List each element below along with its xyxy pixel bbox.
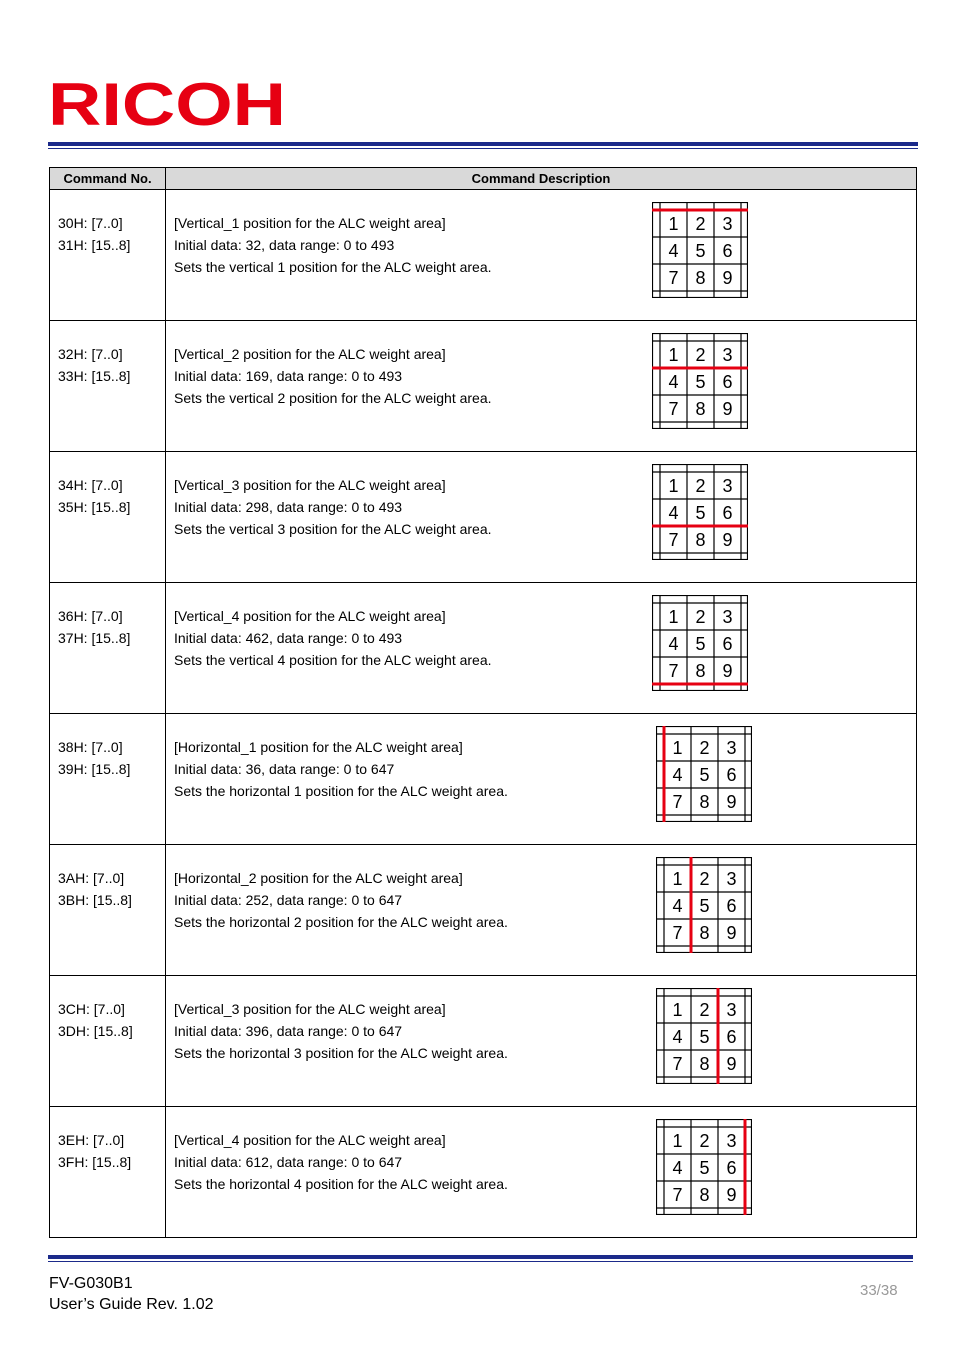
grid-cell-number: 1 (668, 607, 679, 627)
footer-model: FV-G030B1 (49, 1275, 133, 1292)
alc-weight-area-diagram (656, 1119, 752, 1215)
command-description-cell (166, 976, 917, 1107)
grid-cell-number: 2 (695, 476, 706, 496)
grid-cell-number: 6 (726, 765, 737, 785)
description-summary: Sets the horizontal 2 position for the ALC weight area. (174, 914, 508, 930)
grid-cell-number: 3 (726, 738, 737, 758)
command-description-cell (166, 452, 917, 583)
description-summary: Sets the vertical 2 position for the ALC weight area. (174, 390, 492, 406)
grid-cell-number: 9 (726, 1054, 737, 1074)
command-description-cell (166, 321, 917, 452)
command-no-cell (50, 190, 166, 321)
grid-cell-number: 7 (668, 399, 679, 419)
page-number: 33/38 (860, 1282, 898, 1299)
grid-cell-number: 5 (695, 503, 706, 523)
grid-cell-number: 6 (726, 1158, 737, 1178)
description-title: [Vertical_3 position for the ALC weight area] (174, 1001, 446, 1017)
register-low: 3CH: [7..0] (58, 1001, 125, 1017)
grid-cell-number: 5 (699, 896, 710, 916)
table-row (50, 714, 917, 845)
grid-cell-number: 7 (672, 1185, 683, 1205)
grid-cell-number: 6 (722, 241, 733, 261)
grid-cell-number: 4 (672, 765, 683, 785)
register-low: 36H: [7..0] (58, 608, 123, 624)
table-row (50, 190, 917, 321)
grid-cell-number: 5 (699, 765, 710, 785)
register-high: 37H: [15..8] (58, 630, 131, 646)
command-description-cell (166, 1107, 917, 1238)
grid-cell-number: 5 (699, 1027, 710, 1047)
register-high: 39H: [15..8] (58, 761, 131, 777)
register-low: 34H: [7..0] (58, 477, 123, 493)
alc-weight-area-diagram (652, 595, 748, 691)
description-title: [Vertical_2 position for the ALC weight area] (174, 346, 446, 362)
grid-cell-number: 9 (722, 268, 733, 288)
grid-cell-number: 2 (695, 214, 706, 234)
grid-cell-number: 8 (699, 1185, 710, 1205)
grid-cell-number: 2 (699, 1131, 710, 1151)
command-no-cell (50, 1107, 166, 1238)
grid-cell-number: 2 (695, 607, 706, 627)
description-initial-data: Initial data: 252, data range: 0 to 647 (174, 892, 403, 908)
footer-guide-revision: User’s Guide Rev. 1.02 (49, 1296, 214, 1313)
grid-cell-number: 4 (668, 634, 679, 654)
description-initial-data: Initial data: 32, data range: 0 to 493 (174, 237, 395, 253)
description-title: [Horizontal_1 position for the ALC weight area] (174, 739, 463, 755)
command-table (49, 167, 917, 1238)
description-summary: Sets the vertical 4 position for the ALC weight area. (174, 652, 492, 668)
grid-cell-number: 1 (668, 214, 679, 234)
register-low: 3AH: [7..0] (58, 870, 125, 886)
register-high: 3DH: [15..8] (58, 1023, 133, 1039)
grid-cell-number: 3 (722, 345, 733, 365)
register-low: 3EH: [7..0] (58, 1132, 125, 1148)
description-title: [Vertical_4 position for the ALC weight area] (174, 1132, 446, 1148)
grid-cell-number: 8 (695, 530, 706, 550)
grid-cell-number: 4 (668, 503, 679, 523)
grid-cell-number: 3 (726, 869, 737, 889)
description-summary: Sets the vertical 1 position for the ALC weight area. (174, 259, 492, 275)
description-title: [Vertical_3 position for the ALC weight area] (174, 477, 446, 493)
command-description-cell (166, 714, 917, 845)
header-command-description: Command Description (166, 168, 917, 190)
description-initial-data: Initial data: 612, data range: 0 to 647 (174, 1154, 403, 1170)
register-high: 3FH: [15..8] (58, 1154, 132, 1170)
grid-cell-number: 3 (726, 1000, 737, 1020)
grid-cell-number: 7 (672, 1054, 683, 1074)
command-no-cell (50, 452, 166, 583)
grid-cell-number: 1 (668, 345, 679, 365)
grid-cell-number: 7 (672, 923, 683, 943)
grid-cell-number: 1 (672, 869, 683, 889)
alc-weight-area-diagram (652, 333, 748, 429)
register-high: 33H: [15..8] (58, 368, 131, 384)
ricoh-logo-text: RICOH (48, 78, 286, 128)
grid-cell-number: 8 (695, 661, 706, 681)
grid-cell-number: 8 (695, 399, 706, 419)
grid-cell-number: 7 (672, 792, 683, 812)
grid-cell-number: 8 (699, 792, 710, 812)
description-initial-data: Initial data: 298, data range: 0 to 493 (174, 499, 403, 515)
alc-weight-area-diagram (652, 202, 748, 298)
description-title: [Vertical_4 position for the ALC weight area] (174, 608, 446, 624)
grid-cell-number: 7 (668, 661, 679, 681)
grid-cell-number: 5 (699, 1158, 710, 1178)
register-low: 30H: [7..0] (58, 215, 123, 231)
table-row (50, 845, 917, 976)
table-body (50, 190, 917, 1238)
register-low: 32H: [7..0] (58, 346, 123, 362)
grid-cell-number: 7 (668, 268, 679, 288)
command-no-cell (50, 583, 166, 714)
grid-cell-number: 8 (699, 1054, 710, 1074)
grid-cell-number: 4 (672, 1027, 683, 1047)
command-no-cell (50, 321, 166, 452)
grid-cell-number: 2 (695, 345, 706, 365)
grid-cell-number: 2 (699, 869, 710, 889)
command-no-cell (50, 845, 166, 976)
grid-cell-number: 4 (668, 372, 679, 392)
footer-rule (48, 1255, 913, 1263)
grid-cell-number: 2 (699, 738, 710, 758)
table-row (50, 976, 917, 1107)
description-initial-data: Initial data: 36, data range: 0 to 647 (174, 761, 395, 777)
grid-cell-number: 9 (722, 399, 733, 419)
grid-cell-number: 5 (695, 241, 706, 261)
grid-cell-number: 8 (695, 268, 706, 288)
description-initial-data: Initial data: 396, data range: 0 to 647 (174, 1023, 403, 1039)
description-summary: Sets the vertical 3 position for the ALC weight area. (174, 521, 492, 537)
register-high: 3BH: [15..8] (58, 892, 132, 908)
ricoh-logo (48, 78, 288, 128)
description-summary: Sets the horizontal 1 position for the ALC weight area. (174, 783, 508, 799)
table-row (50, 321, 917, 452)
grid-cell-number: 5 (695, 372, 706, 392)
command-description-cell (166, 845, 917, 976)
grid-cell-number: 8 (699, 923, 710, 943)
grid-cell-number: 9 (722, 661, 733, 681)
grid-cell-number: 4 (672, 1158, 683, 1178)
grid-cell-number: 6 (722, 372, 733, 392)
alc-weight-area-diagram (656, 857, 752, 953)
grid-cell-number: 3 (726, 1131, 737, 1151)
alc-weight-area-diagram (652, 464, 748, 560)
grid-cell-number: 9 (722, 530, 733, 550)
table-row (50, 452, 917, 583)
grid-cell-number: 5 (695, 634, 706, 654)
register-high: 31H: [15..8] (58, 237, 131, 253)
grid-cell-number: 9 (726, 1185, 737, 1205)
description-initial-data: Initial data: 169, data range: 0 to 493 (174, 368, 403, 384)
description-summary: Sets the horizontal 4 position for the ALC weight area. (174, 1176, 508, 1192)
register-low: 38H: [7..0] (58, 739, 123, 755)
grid-cell-number: 3 (722, 607, 733, 627)
table-header-row (50, 168, 917, 190)
grid-cell-number: 9 (726, 792, 737, 812)
command-description-cell (166, 190, 917, 321)
command-description-cell (166, 583, 917, 714)
alc-weight-area-diagram (656, 988, 752, 1084)
grid-cell-number: 1 (668, 476, 679, 496)
grid-cell-number: 1 (672, 738, 683, 758)
description-title: [Vertical_1 position for the ALC weight area] (174, 215, 446, 231)
grid-cell-number: 6 (722, 634, 733, 654)
header-rule (48, 142, 918, 150)
register-high: 35H: [15..8] (58, 499, 131, 515)
grid-cell-number: 6 (726, 1027, 737, 1047)
grid-cell-number: 6 (722, 503, 733, 523)
grid-cell-number: 1 (672, 1000, 683, 1020)
table-row (50, 583, 917, 714)
grid-cell-number: 2 (699, 1000, 710, 1020)
description-title: [Horizontal_2 position for the ALC weight area] (174, 870, 463, 886)
command-no-cell (50, 976, 166, 1107)
grid-cell-number: 1 (672, 1131, 683, 1151)
command-no-cell (50, 714, 166, 845)
grid-cell-number: 7 (668, 530, 679, 550)
description-summary: Sets the horizontal 3 position for the ALC weight area. (174, 1045, 508, 1061)
grid-cell-number: 3 (722, 214, 733, 234)
grid-cell-number: 6 (726, 896, 737, 916)
description-initial-data: Initial data: 462, data range: 0 to 493 (174, 630, 403, 646)
header-command-no: Command No. (50, 168, 166, 190)
grid-cell-number: 3 (722, 476, 733, 496)
table-row (50, 1107, 917, 1238)
alc-weight-area-diagram (656, 726, 752, 822)
grid-cell-number: 4 (672, 896, 683, 916)
grid-cell-number: 9 (726, 923, 737, 943)
grid-cell-number: 4 (668, 241, 679, 261)
